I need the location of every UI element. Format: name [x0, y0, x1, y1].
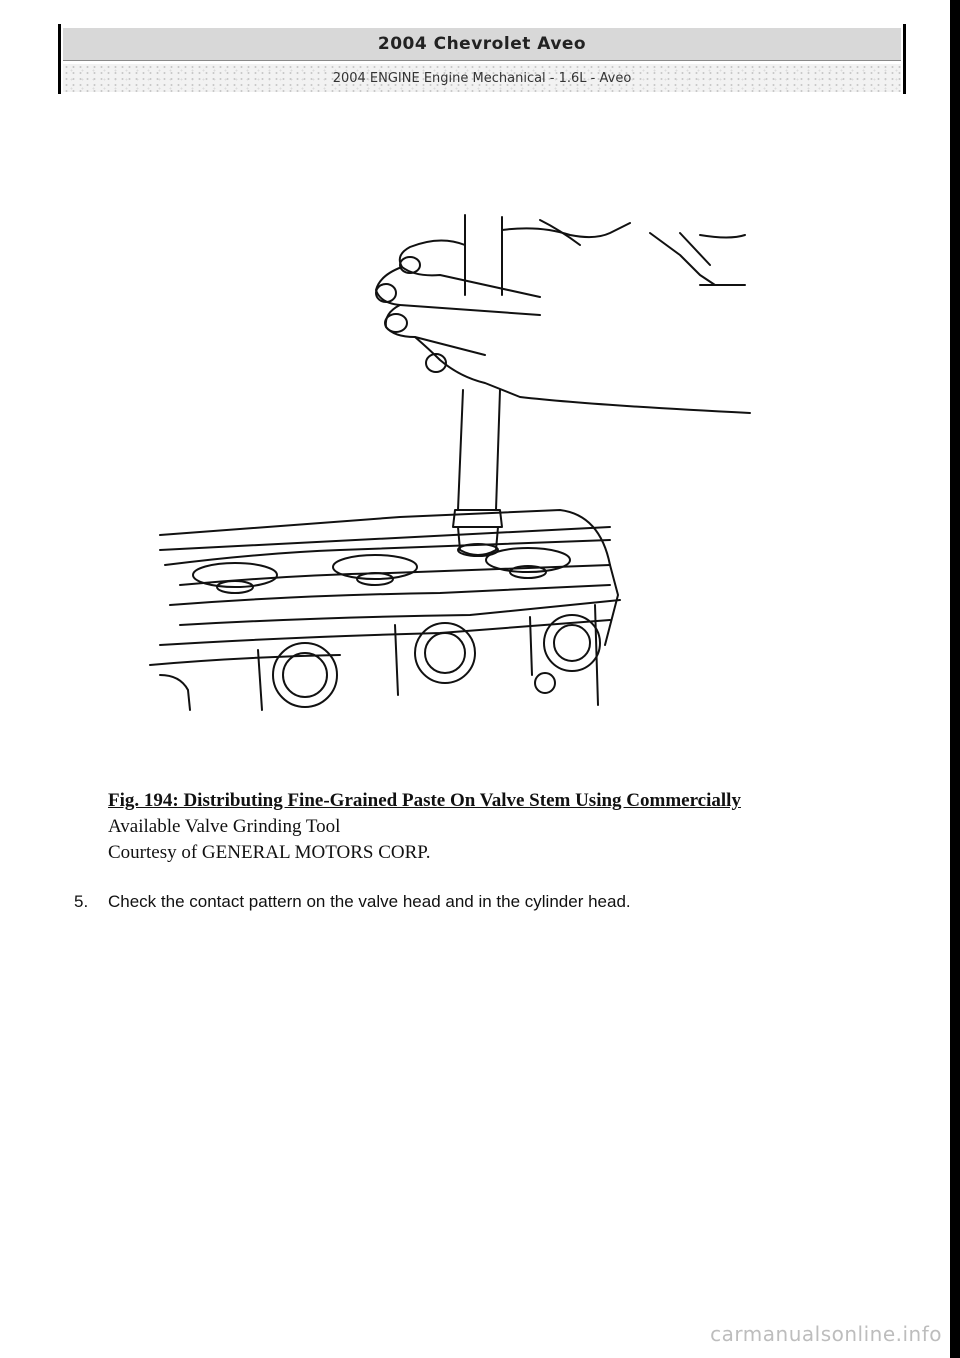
step-number: 5.: [74, 892, 89, 911]
step-text: Check the contact pattern on the valve head and in the cylinder head.: [108, 892, 631, 911]
figure-caption-line2: Available Valve Grinding Tool: [108, 816, 341, 837]
document-header: [58, 24, 906, 94]
cylinder-head-outline: [150, 510, 620, 710]
figure-courtesy: Courtesy of GENERAL MOTORS CORP.: [108, 842, 431, 863]
figure-caption: [108, 788, 888, 866]
grinding-tool-shaft: [453, 215, 502, 556]
footer-watermark: carmanualsonline.info: [710, 1322, 942, 1346]
hand-outline: [376, 220, 750, 413]
figure-caption-title: Fig. 194: Distributing Fine-Grained Paste On Valve Stem Using Commercially: [108, 790, 741, 811]
valve-grinding-illustration: [140, 205, 760, 715]
header-subtitle: 2004 ENGINE Engine Mechanical - 1.6L - Aveo: [63, 64, 901, 92]
page-edge-bar: [950, 0, 960, 1358]
header-title: 2004 Chevrolet Aveo: [63, 28, 901, 61]
procedure-step: [74, 890, 914, 914]
